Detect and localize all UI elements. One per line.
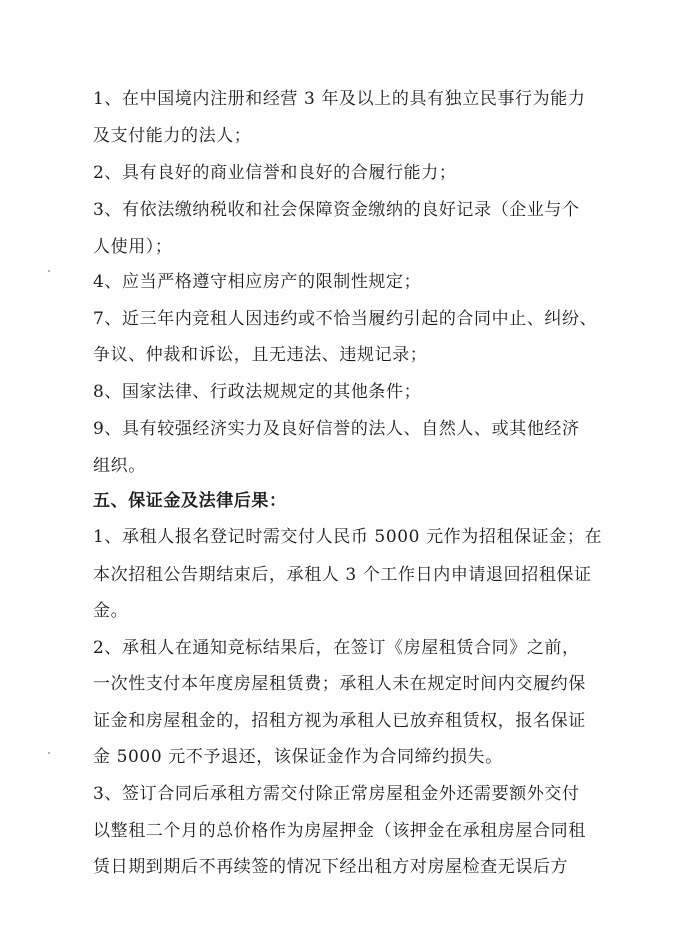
text-line: 4、应当严格遵守相应房产的限制性规定； (93, 272, 422, 292)
text-line: 证金和房屋租金的，招租方视为承租人已放弃租赁权，报名保证 (93, 711, 586, 731)
text-line: 及支付能力的法人； (93, 126, 252, 146)
section-heading: 五、保证金及法律后果： (93, 491, 287, 511)
text-line: 组织。 (93, 456, 146, 476)
text-line: 1、承租人报名登记时需交付人民币 5000 元作为招租保证金；在 (93, 527, 603, 547)
text-line: 金。 (93, 601, 129, 621)
text-line: 7、近三年内竞租人因违约或不恰当履约引起的合同中止、纠纷、 (93, 309, 598, 329)
text-line: 1、在中国境内注册和经营 3 年及以上的具有独立民事行为能力 (93, 89, 586, 109)
text-line: 9、具有较强经济实力及良好信誉的法人、自然人、或其他经济 (93, 419, 580, 439)
text-line: 金 5000 元不予退还，该保证金作为合同缔约损失。 (93, 747, 503, 767)
text-line: 争议、仲裁和诉讼，且无违法、违规记录； (93, 345, 428, 365)
scan-dot (48, 752, 50, 754)
text-line: 2、具有良好的商业信誉和良好的合履行能力； (93, 163, 457, 183)
text-line: 赁日期到期后不再续签的情况下经出租方对房屋检查无误后方 (93, 857, 569, 877)
text-line: 以整租二个月的总价格作为房屋押金（该押金在承租房屋合同租 (93, 821, 586, 841)
text-line: 人使用）； (93, 237, 173, 257)
text-line: 本次招租公告期结束后，承租人 3 个工作日内申请退回招租保证 (93, 565, 592, 585)
text-line: 3、签订合同后承租方需交付除正常房屋租金外还需要额外交付 (93, 784, 580, 804)
text-line: 8、国家法律、行政法规规定的其他条件； (93, 382, 422, 402)
scan-dot (48, 270, 50, 272)
text-line: 2、承租人在通知竞标结果后，在签订《房屋租赁合同》之前， (93, 638, 580, 658)
text-line: 一次性支付本年度房屋租赁费；承租人未在规定时间内交履约保 (93, 674, 586, 694)
text-line: 3、有依法缴纳税收和社会保障资金缴纳的良好记录（企业与个 (93, 200, 580, 220)
